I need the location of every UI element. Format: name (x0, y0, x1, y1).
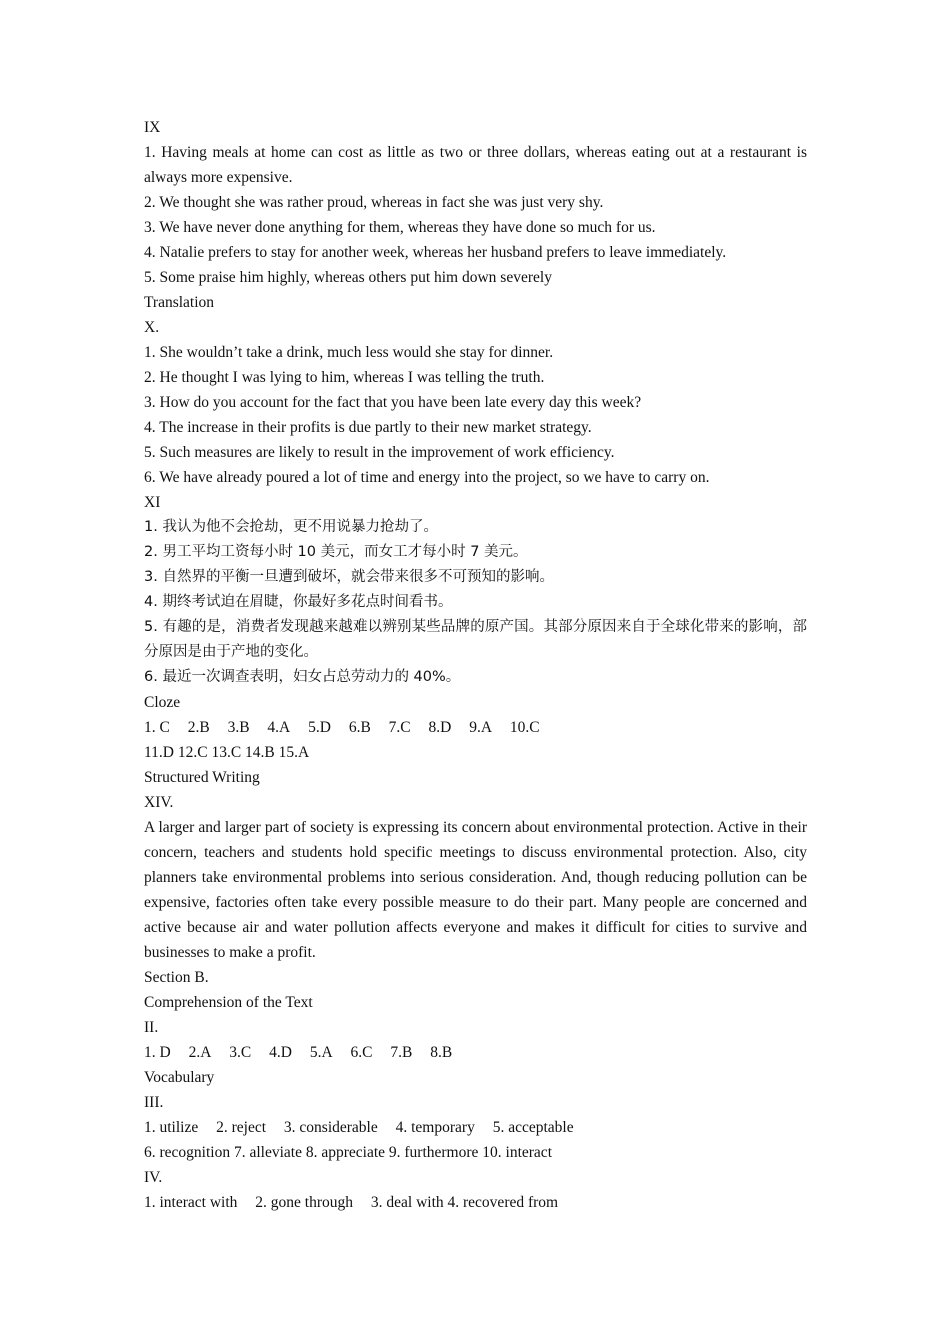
cloze-answers-row-1 (144, 715, 807, 740)
cloze-answers-row-2: 11.D 12.C 13.C 14.B 15.A (144, 744, 310, 761)
section-heading-xi: XI (144, 494, 161, 511)
ii-answer: 1. D (144, 1044, 171, 1061)
x-item-2: 2. He thought I was lying to him, whereas I was telling the truth. (144, 369, 545, 386)
xi-item-1: 1. 我认为他不会抢劫，更不用说暴力抢劫了。 (144, 519, 438, 535)
ii-answer: 6.C (350, 1044, 373, 1061)
comprehension-heading: Comprehension of the Text (144, 994, 313, 1011)
section-b-heading: Section B. (144, 969, 209, 986)
x-item-6: 6. We have already poured a lot of time and energy into the project, so we have to carry on. (144, 469, 710, 486)
xi-item-5: 5. 有趣的是，消费者发现越来越难以辨别某些品牌的原产国。其部分原因来自于全球化带来的影响，部分原因是由于产地的变化。 (144, 619, 807, 660)
ix-item-3: 3. We have never done anything for them, whereas they have done so much for us. (144, 219, 656, 236)
cloze-answer: 3.B (227, 719, 250, 736)
iii-answer: 3. considerable (283, 1119, 378, 1136)
ii-answer: 5.A (309, 1044, 333, 1061)
xi-item-6: 6. 最近一次调查表明，妇女占总劳动力的 40%。 (144, 669, 461, 685)
cloze-answer: 6.B (348, 719, 371, 736)
cloze-answer: 5.D (308, 719, 331, 736)
section-heading-x: X. (144, 319, 160, 336)
vocabulary-heading: Vocabulary (144, 1069, 215, 1086)
x-item-4: 4. The increase in their profits is due partly to their new market strategy. (144, 419, 592, 436)
iii-answer: 2. reject (216, 1119, 267, 1136)
ix-item-5: 5. Some praise him highly, whereas others put him down severely (144, 269, 552, 286)
iii-answers-row-1 (144, 1115, 807, 1140)
ii-answer: 8.B (430, 1044, 453, 1061)
cloze-answer: 7.C (388, 719, 411, 736)
section-heading-ii: II. (144, 1019, 159, 1036)
iv-answer: 1. interact with (144, 1194, 238, 1211)
iv-answer: 3. deal with 4. recovered from (370, 1194, 559, 1211)
iv-answers-row (144, 1190, 807, 1215)
cloze-answer: 2.B (187, 719, 210, 736)
x-item-3: 3. How do you account for the fact that you have been late every day this week? (144, 394, 642, 411)
section-heading-xiv: XIV. (144, 794, 174, 811)
ii-answer: 3.C (229, 1044, 252, 1061)
cloze-answer: 9.A (469, 719, 493, 736)
cloze-answer: 4.A (267, 719, 291, 736)
ix-item-4: 4. Natalie prefers to stay for another week, whereas her husband prefers to leave immediately. (144, 244, 727, 261)
ix-item-2: 2. We thought she was rather proud, whereas in fact she was just very shy. (144, 194, 604, 211)
answer-key-page (144, 115, 807, 1215)
ii-answer: 2.A (188, 1044, 212, 1061)
iii-answer: 4. temporary (395, 1119, 475, 1136)
section-heading-iv: IV. (144, 1169, 163, 1186)
iii-answer: 5. acceptable (492, 1119, 574, 1136)
xi-item-3: 3. 自然界的平衡一旦遭到破坏，就会带来很多不可预知的影响。 (144, 569, 554, 585)
structured-writing-heading: Structured Writing (144, 769, 260, 786)
iv-answer: 2. gone through (255, 1194, 354, 1211)
cloze-heading: Cloze (144, 694, 181, 711)
ii-answer: 4.D (269, 1044, 292, 1061)
cloze-answer: 8.D (428, 719, 452, 736)
section-heading-iii: III. (144, 1094, 164, 1111)
iii-answers-row-2: 6. recognition 7. alleviate 8. appreciate 9. furthermore 10. interact (144, 1144, 552, 1161)
ix-item-1: 1. Having meals at home can cost as little as two or three dollars, whereas eating out at a restaurant is always more expensive. (144, 144, 807, 186)
ii-answer: 7.B (390, 1044, 413, 1061)
x-item-1: 1. She wouldn’t take a drink, much less would she stay for dinner. (144, 344, 554, 361)
xiv-paragraph: A larger and larger part of society is expressing its concern about environmental protection. Active in their concern, teachers and students hold specific meetings to discuss environmental protection. Also, city planners take environmental problems into serious consideration. And, though reducing pollution can be expensive, factories often take every possible measure to do their part. Many people are concerned and active because air and water pollution affects everyone and makes it difficult for cities to survive and businesses to make a profit. (144, 819, 807, 961)
cloze-answer: 1. C (144, 719, 170, 736)
translation-heading: Translation (144, 294, 215, 311)
xi-item-2: 2. 男工平均工资每小时 10 美元，而女工才每小时 7 美元。 (144, 544, 528, 560)
iii-answer: 1. utilize (144, 1119, 199, 1136)
section-heading-ix: IX (144, 119, 161, 136)
x-item-5: 5. Such measures are likely to result in the improvement of work efficiency. (144, 444, 615, 461)
xi-item-4: 4. 期终考试迫在眉睫，你最好多花点时间看书。 (144, 594, 453, 610)
ii-answers-row (144, 1040, 807, 1065)
cloze-answer: 10.C (509, 719, 540, 736)
